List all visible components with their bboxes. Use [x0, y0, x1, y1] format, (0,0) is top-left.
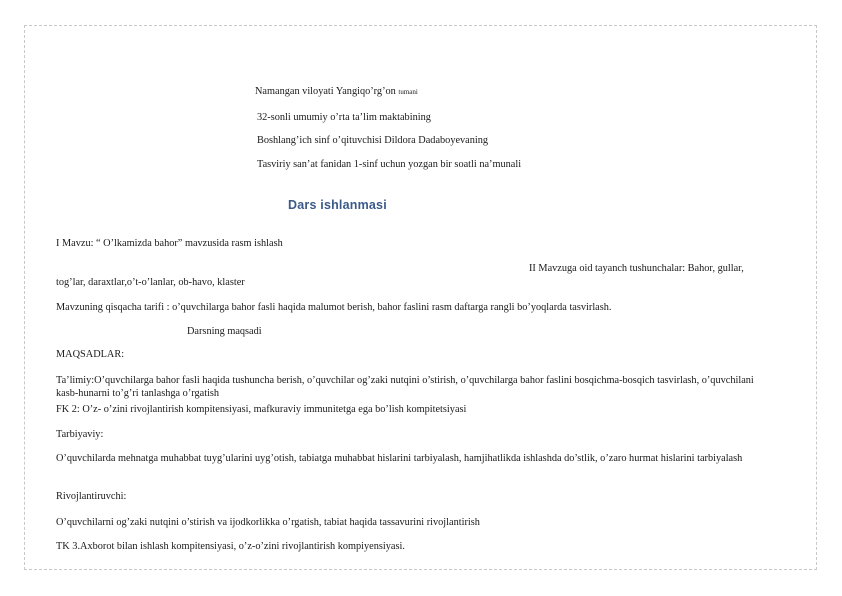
header-school: 32-sonli umumiy o’rta ta’lim maktabining: [257, 112, 431, 123]
goal-heading: Darsning maqsadi: [187, 326, 262, 337]
topic-2-line-b: tog’lar, daraxtlar,o’t-o’lanlar, ob-havo, klaster: [56, 277, 245, 288]
topic-1: I Mavzu: “ O’lkamizda bahor” mavzusida rasm ishlash: [56, 238, 283, 249]
document-title: Dars ishlanmasi: [288, 198, 387, 212]
developmental-goal: O’quvchilarni og’zaki nutqini o’stirish va ijodkorlikka o’rgatish, tabiat haqida tassavurini rivojlantirish: [56, 517, 480, 528]
page-border: [24, 25, 817, 570]
tk3-competency: TK 3.Axborot bilan ishlash kompitensiyasi, o’z-o’zini rivojlantirish kompiyensiyasi.: [56, 541, 405, 552]
topic-2-line-a: II Mavzuga oid tayanch tushunchalar: Bahor, gullar,: [529, 263, 744, 274]
fk2-competency: FK 2: O’z- o’zini rivojlantirish kompitensiyasi, mafkuraviy immunitetga ega bo’lish kompitetsiyasi: [56, 404, 467, 415]
header-line-region: [255, 85, 418, 99]
upbringing-label: Tarbiyaviy:: [56, 429, 104, 440]
developmental-label: Rivojlantiruvchi:: [56, 491, 127, 502]
educational-goal: Ta’limiy:O’quvchilarga bahor fasli haqida tushuncha berish, o’quvchilar og’zaki nutqini o’stirish, o’quvchilarga bahor faslini bosqichma-bosqich tasvirlash, o’quvchilani kasb-hunarni to’g’ri tanlashga o’rgatish: [56, 375, 754, 399]
goals-label: MAQSADLAR:: [56, 349, 125, 360]
header-teacher: Boshlang’ich sinf o’qituvchisi Dildora Dadaboyevaning: [257, 135, 489, 146]
upbringing-goal: O’quvchilarda mehnatga muhabbat tuyg’ularini uyg’otish, tabiatga muhabbat hislarini tarbiyalash, hamjihatlikda ishlashda do’stlik, o’zaro hurmat hislarini tarbiyalash: [56, 453, 743, 464]
header-district-text: tumani: [398, 88, 418, 96]
header-region-text: Namangan viloyati Yangiqo’rg’on: [255, 86, 396, 97]
topic-summary: Mavzuning qisqacha tarifi : o’quvchilarga bahor fasli haqida malumot berish, bahor faslini rasm daftarga rangli bo’yoqlarda tasvirlash.: [56, 302, 612, 313]
header-subject: Tasviriy san’at fanidan 1-sinf uchun yozgan bir soatli na’munali: [257, 159, 522, 170]
